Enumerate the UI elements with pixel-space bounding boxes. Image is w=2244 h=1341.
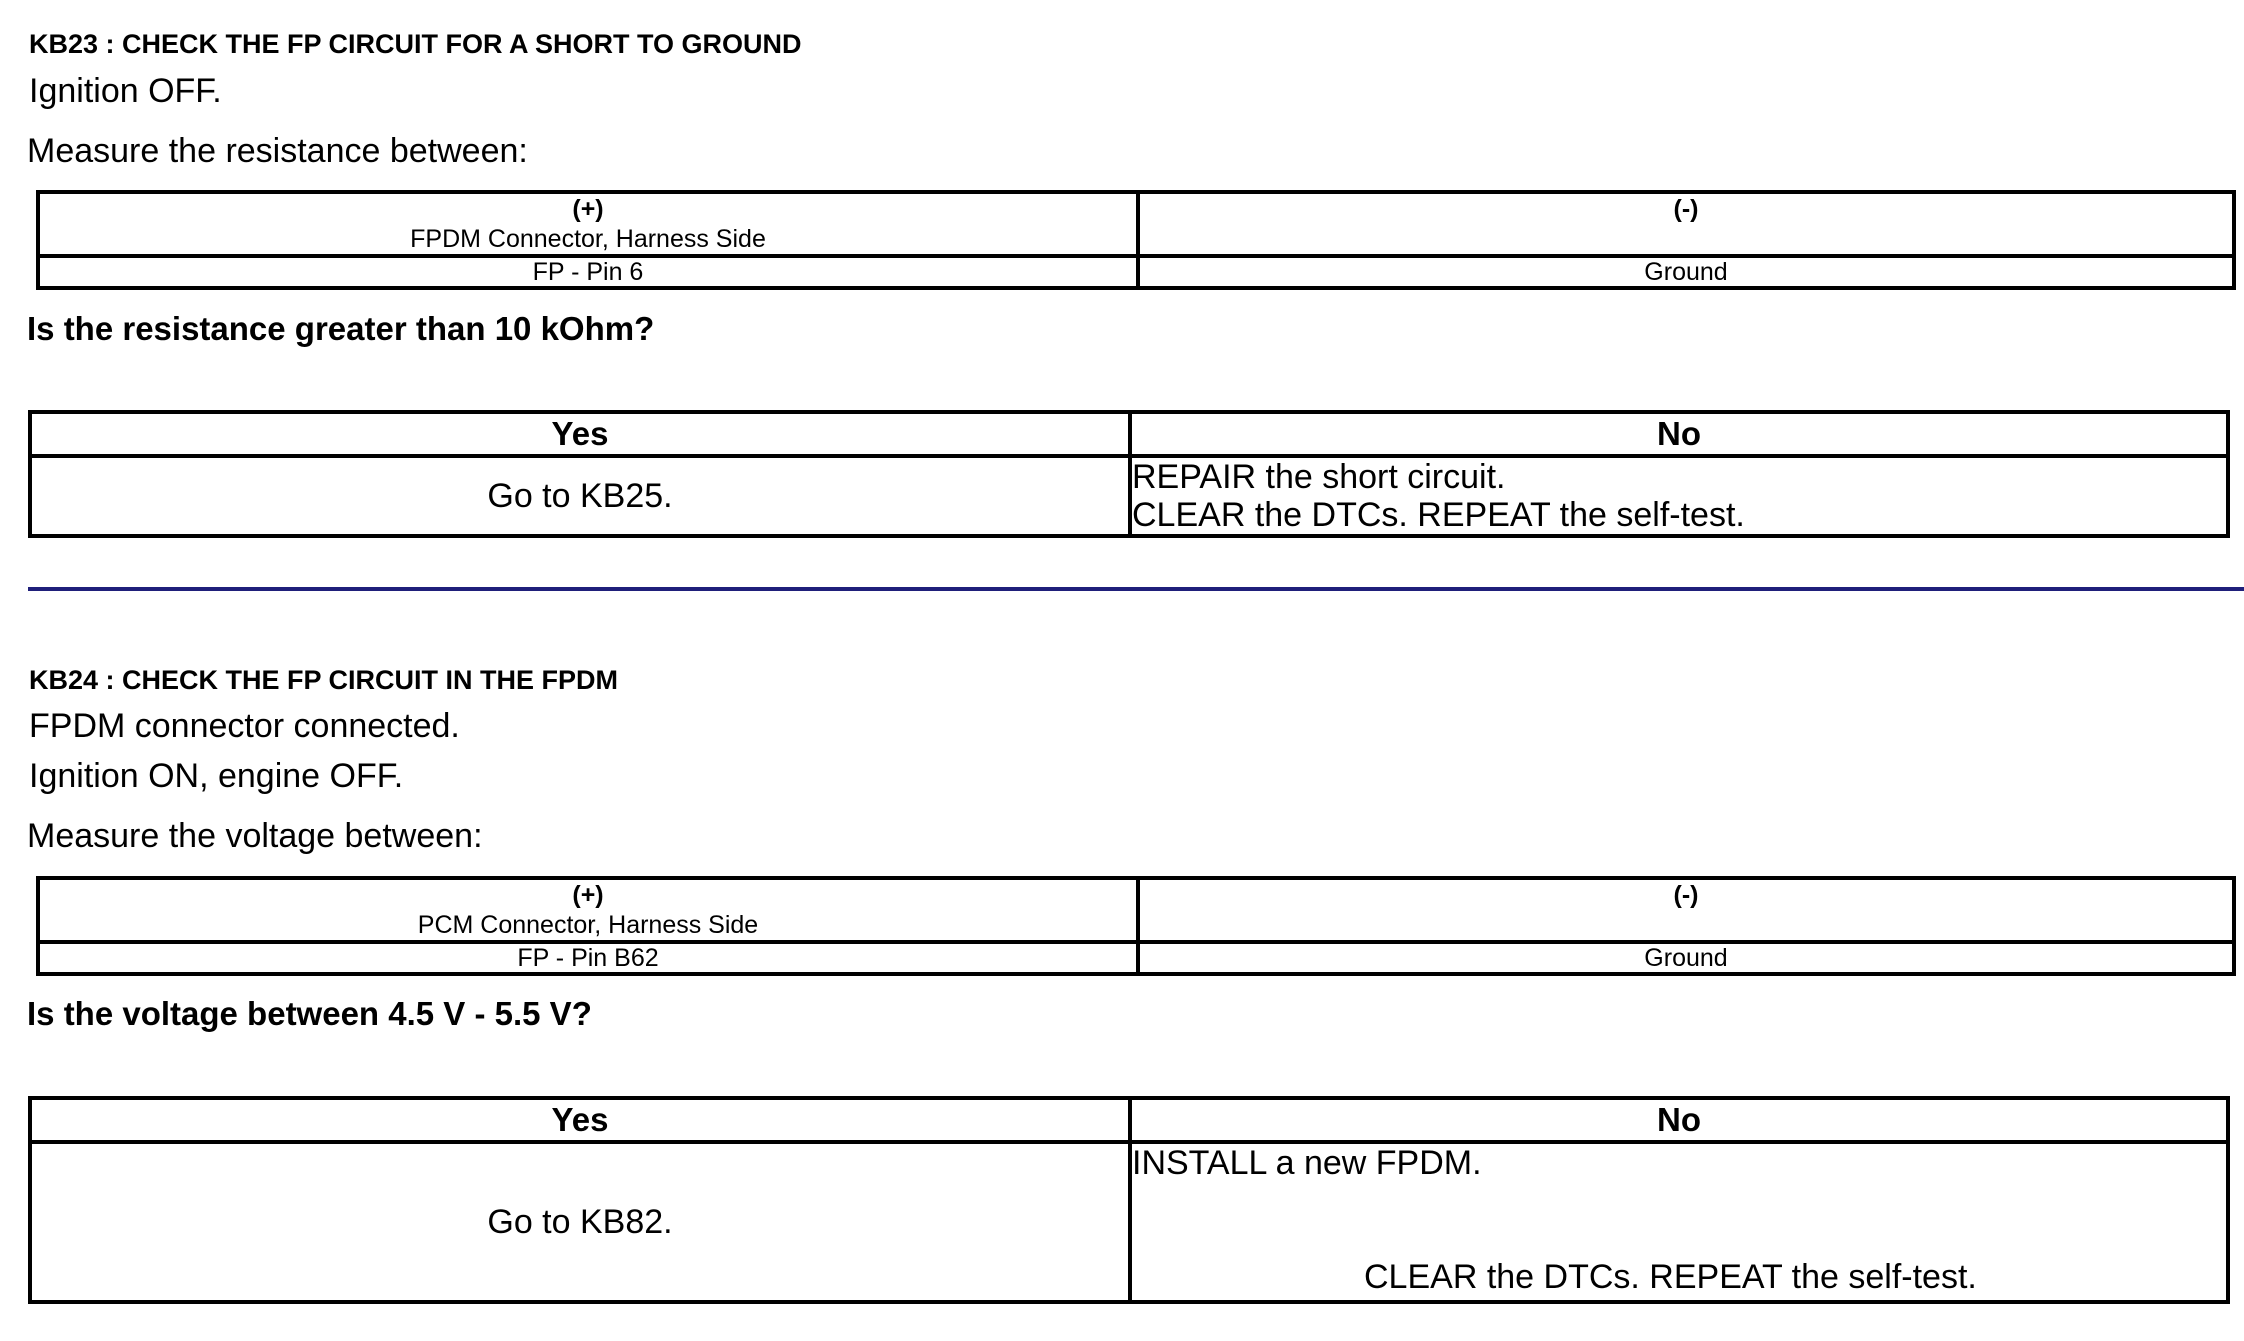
kb24-no-line-1: INSTALL a new FPDM. [1132,1144,1482,1182]
kb23-no-cell [1130,456,2228,536]
kb24-question: Is the voltage between 4.5 V - 5.5 V? [27,995,592,1032]
kb23-no-line-2: CLEAR the DTCs. REPEAT the self-test. [1132,496,1745,534]
kb24-minus-header-cell [1138,878,2234,942]
kb24-measurement-table [36,876,2236,976]
kb24-condition-connector: FPDM connector connected. [29,707,460,745]
plus-connector-label: FPDM Connector, Harness Side [410,225,766,253]
kb24-yes-link[interactable]: Go to KB82. [30,1142,1130,1302]
kb23-yes-header: Yes [30,412,1130,456]
kb23-answer-table [28,410,2230,538]
kb23-no-header: No [1130,412,2228,456]
kb23-plus-header-cell [38,192,1138,256]
kb23-step-title: KB23 : CHECK THE FP CIRCUIT FOR A SHORT TO GROUND [29,29,802,59]
plus-symbol: (+) [572,195,604,223]
kb23-measure-label: Measure the resistance between: [27,132,528,170]
kb24-no-line-2: CLEAR the DTCs. REPEAT the self-test. [1364,1258,1977,1296]
kb24-no-header: No [1130,1098,2228,1142]
kb24-condition-ignition-on: Ignition ON, engine OFF. [29,757,404,795]
kb23-yes-link[interactable]: Go to KB25. [30,456,1130,536]
kb23-minus-pin: Ground [1138,256,2234,288]
kb24-answer-table [28,1096,2230,1304]
kb23-condition-ignition-off: Ignition OFF. [29,72,222,110]
kb24-plus-header-cell [38,878,1138,942]
kb24-step-title: KB24 : CHECK THE FP CIRCUIT IN THE FPDM [29,665,619,695]
minus-symbol: (-) [1673,881,1699,909]
minus-symbol: (-) [1673,195,1699,223]
kb23-no-line-1: REPAIR the short circuit. [1132,458,1506,496]
kb24-plus-pin: FP - Pin B62 [38,942,1138,974]
section-divider [28,587,2244,591]
kb24-minus-pin: Ground [1138,942,2234,974]
kb23-minus-header-cell [1138,192,2234,256]
kb23-measurement-table [36,190,2236,290]
kb23-question: Is the resistance greater than 10 kOhm? [27,310,655,347]
plus-symbol: (+) [572,881,604,909]
kb24-measure-label: Measure the voltage between: [27,817,483,855]
kb24-no-cell [1130,1142,2228,1302]
kb24-yes-header: Yes [30,1098,1130,1142]
plus-connector-label: PCM Connector, Harness Side [417,911,759,939]
kb23-plus-pin: FP - Pin 6 [38,256,1138,288]
